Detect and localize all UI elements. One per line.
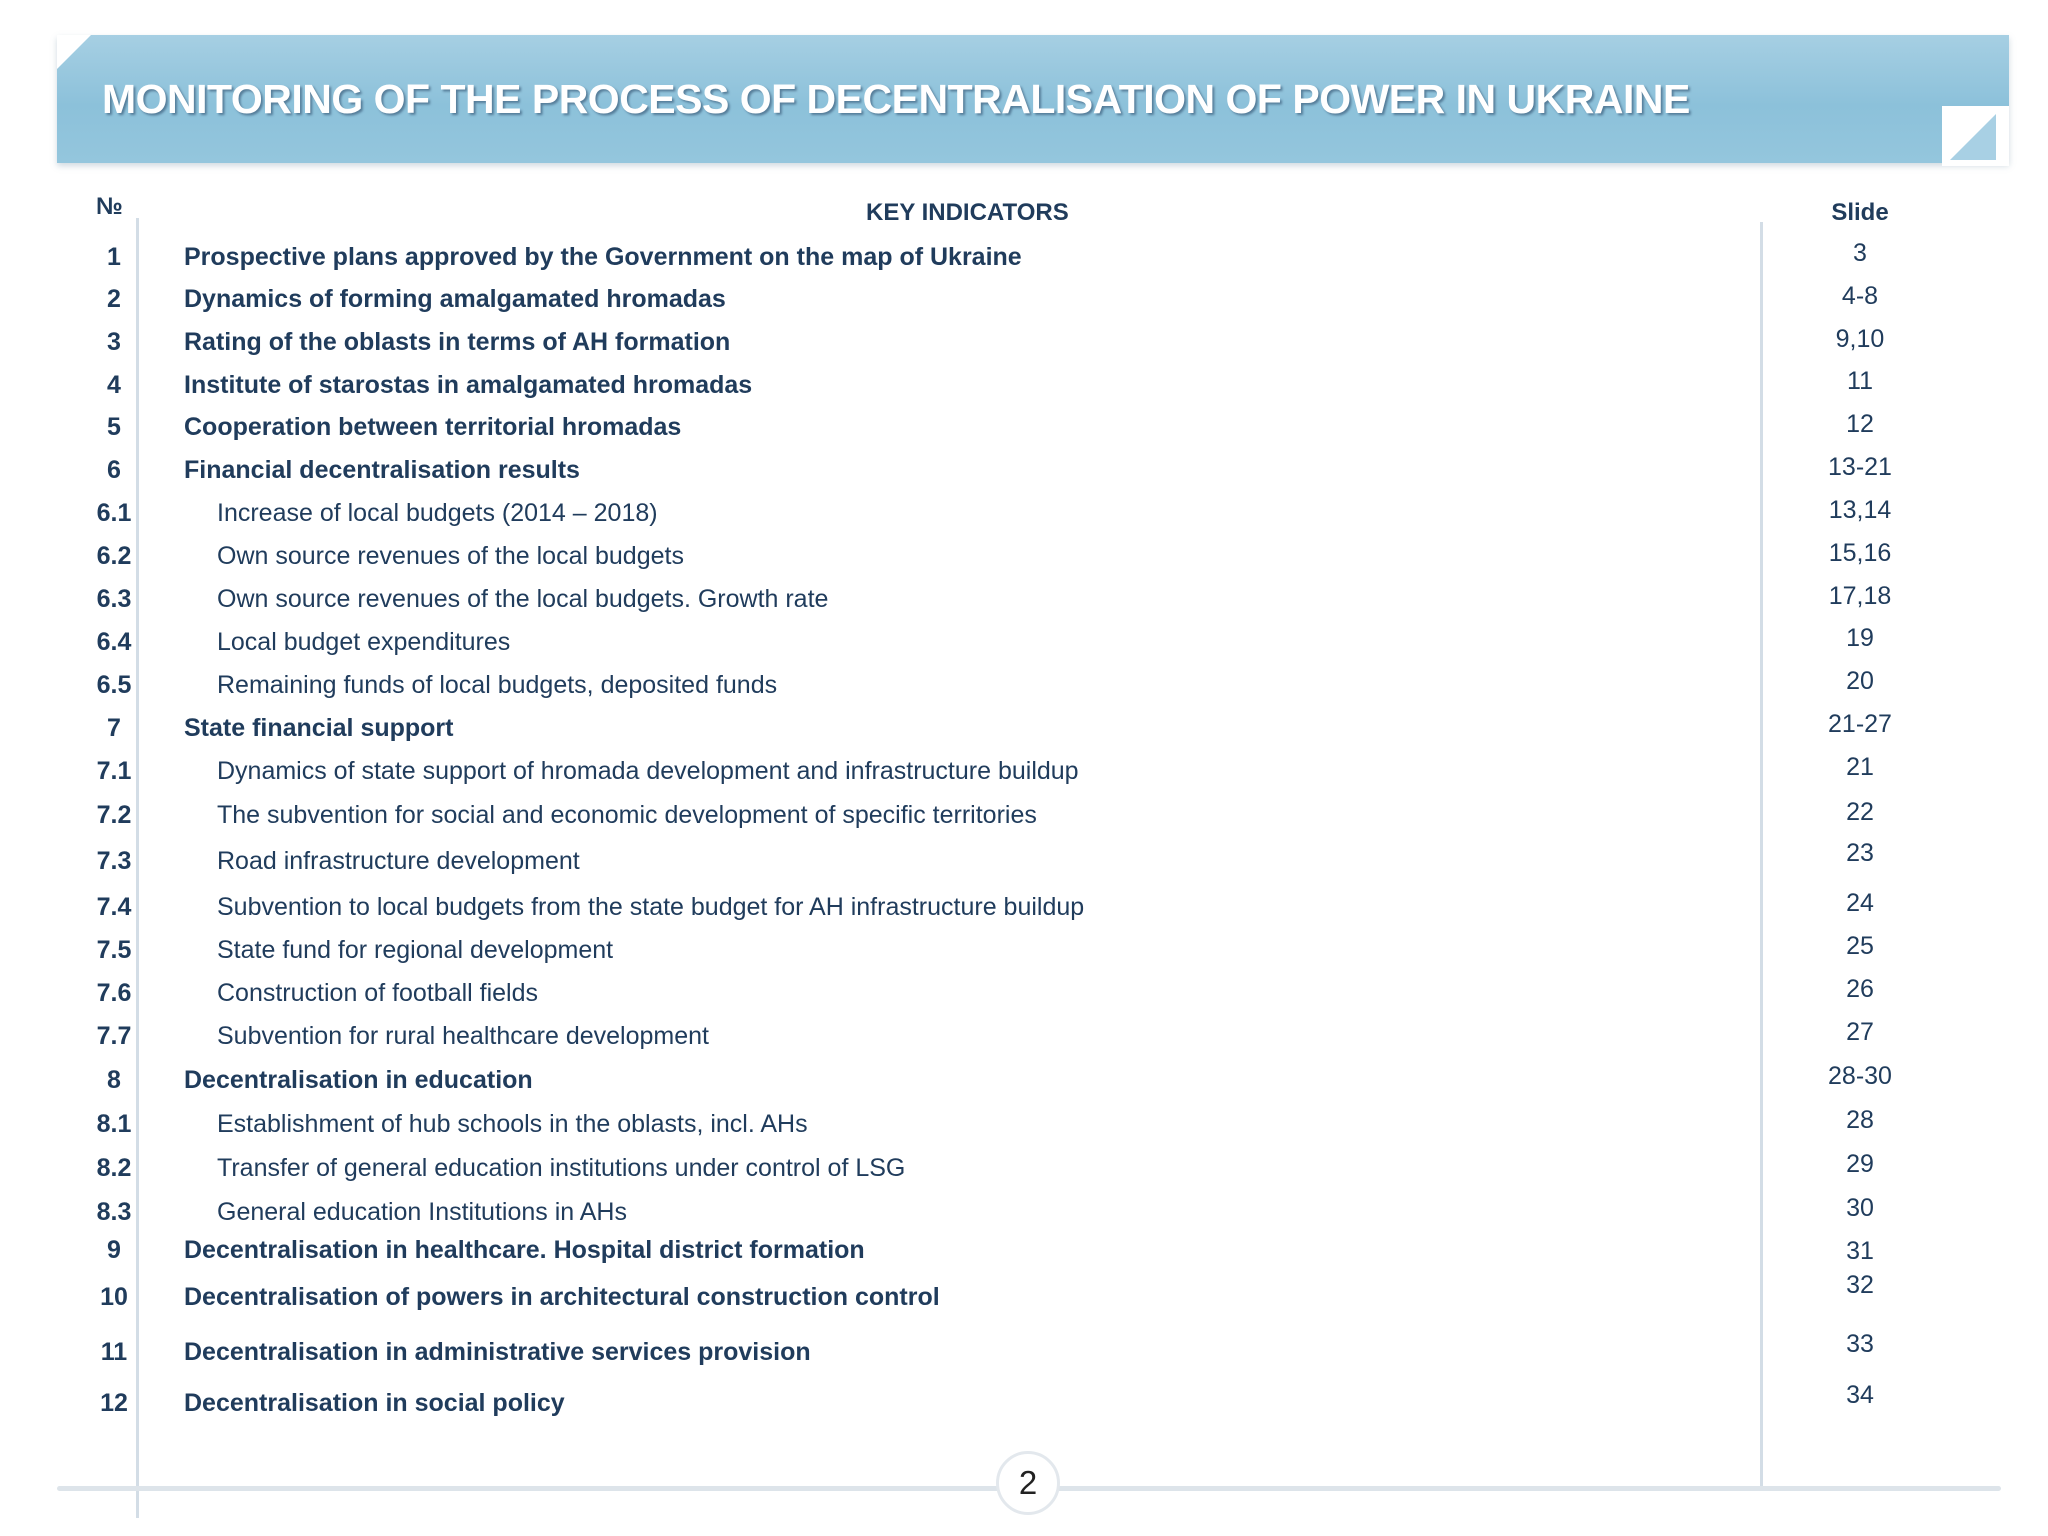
row-slide: 25 xyxy=(1846,932,1874,960)
row-label: The subvention for social and economic development of specific territories xyxy=(217,801,1037,829)
row-label: Cooperation between territorial hromadas xyxy=(184,413,682,441)
row-slide: 19 xyxy=(1846,624,1874,652)
row-slide: 28-30 xyxy=(1828,1062,1892,1090)
row-label: Institute of starostas in amalgamated hromadas xyxy=(184,371,753,399)
right-column-divider xyxy=(1760,222,1763,1490)
column-header-number: № xyxy=(96,193,123,220)
row-number: 5 xyxy=(107,413,121,441)
row-slide: 20 xyxy=(1846,667,1874,695)
row-slide: 11 xyxy=(1847,367,1873,395)
page-title: MONITORING OF THE PROCESS OF DECENTRALISATION OF POWER IN UKRAINE xyxy=(102,76,1690,122)
banner-corner-fold xyxy=(57,35,91,69)
row-number: 7.2 xyxy=(96,801,132,829)
row-label: Increase of local budgets (2014 – 2018) xyxy=(217,499,658,527)
row-slide: 27 xyxy=(1846,1018,1874,1046)
row-label: Decentralisation in social policy xyxy=(184,1389,565,1417)
row-number: 7 xyxy=(107,714,121,742)
row-slide: 21-27 xyxy=(1828,710,1892,738)
row-number: 8.3 xyxy=(96,1198,132,1226)
row-number: 2 xyxy=(107,285,121,313)
row-label: State financial support xyxy=(184,714,454,742)
row-number: 6.5 xyxy=(96,671,132,699)
row-slide: 13,14 xyxy=(1828,496,1892,524)
row-label: General education Institutions in AHs xyxy=(217,1198,627,1226)
row-number: 4 xyxy=(107,371,121,399)
row-slide: 34 xyxy=(1846,1381,1874,1409)
row-slide: 33 xyxy=(1846,1330,1874,1358)
row-number: 6.1 xyxy=(96,499,132,527)
row-label: Dynamics of state support of hromada development and infrastructure buildup xyxy=(217,757,1079,785)
row-number: 6 xyxy=(107,456,121,484)
row-slide: 13-21 xyxy=(1828,453,1892,481)
row-number: 6.4 xyxy=(96,628,132,656)
row-label: State fund for regional development xyxy=(217,936,614,964)
row-number: 7.6 xyxy=(96,979,132,1007)
row-slide: 24 xyxy=(1846,889,1874,917)
row-slide: 12 xyxy=(1846,410,1874,438)
row-number: 7.3 xyxy=(96,847,132,875)
row-slide: 28 xyxy=(1846,1106,1874,1134)
row-label: Dynamics of forming amalgamated hromadas xyxy=(184,285,726,313)
page-number: 2 xyxy=(996,1451,1060,1515)
row-slide: 17,18 xyxy=(1828,582,1892,610)
row-number: 7.4 xyxy=(96,893,132,921)
row-label: Decentralisation of powers in architectural construction control xyxy=(184,1283,940,1311)
row-label: Establishment of hub schools in the oblasts, incl. AHs xyxy=(217,1110,808,1138)
row-slide: 32 xyxy=(1846,1271,1874,1299)
row-label: Construction of football fields xyxy=(217,979,539,1007)
row-slide: 23 xyxy=(1846,839,1874,867)
row-label: Subvention to local budgets from the state budget for AH infrastructure buildup xyxy=(217,893,1085,921)
row-number: 12 xyxy=(100,1389,128,1417)
row-label: Decentralisation in healthcare. Hospital district formation xyxy=(184,1236,865,1264)
row-slide: 31 xyxy=(1846,1237,1874,1265)
row-slide: 9,10 xyxy=(1835,325,1885,353)
column-header-indicators: KEY INDICATORS xyxy=(866,199,1069,226)
row-label: Prospective plans approved by the Government on the map of Ukraine xyxy=(184,243,1022,271)
row-number: 7.7 xyxy=(96,1022,132,1050)
row-label: Local budget expenditures xyxy=(217,628,511,656)
row-label: Transfer of general education institutions under control of LSG xyxy=(217,1154,906,1182)
row-number: 7.5 xyxy=(96,936,132,964)
row-slide: 29 xyxy=(1846,1150,1874,1178)
row-slide: 15,16 xyxy=(1828,539,1892,567)
row-number: 3 xyxy=(107,328,121,356)
row-slide: 30 xyxy=(1846,1194,1874,1222)
row-number: 6.3 xyxy=(96,585,132,613)
banner-corner-accent xyxy=(1950,114,1996,160)
row-number: 9 xyxy=(107,1236,121,1264)
row-slide: 4-8 xyxy=(1841,282,1879,310)
row-label: Road infrastructure development xyxy=(217,847,580,875)
row-label: Decentralisation in education xyxy=(184,1066,533,1094)
column-header-slide: Slide xyxy=(1831,199,1889,226)
row-slide: 21 xyxy=(1846,753,1874,781)
row-number: 6.2 xyxy=(96,542,132,570)
row-label: Own source revenues of the local budgets xyxy=(217,542,684,570)
row-label: Own source revenues of the local budgets. Growth rate xyxy=(217,585,829,613)
row-number: 1 xyxy=(107,243,121,271)
row-label: Decentralisation in administrative services provision xyxy=(184,1338,811,1366)
row-number: 8.2 xyxy=(96,1154,132,1182)
row-label: Financial decentralisation results xyxy=(184,456,580,484)
row-number: 8 xyxy=(107,1066,121,1094)
row-label: Subvention for rural healthcare development xyxy=(217,1022,709,1050)
row-label: Remaining funds of local budgets, deposited funds xyxy=(217,671,778,699)
row-slide: 22 xyxy=(1846,798,1874,826)
row-label: Rating of the oblasts in terms of AH formation xyxy=(184,328,731,356)
row-number: 8.1 xyxy=(96,1110,132,1138)
row-slide: 3 xyxy=(1853,239,1867,267)
row-slide: 26 xyxy=(1846,975,1874,1003)
row-number: 10 xyxy=(100,1283,128,1311)
row-number: 11 xyxy=(100,1338,128,1366)
row-number: 7.1 xyxy=(96,757,132,785)
